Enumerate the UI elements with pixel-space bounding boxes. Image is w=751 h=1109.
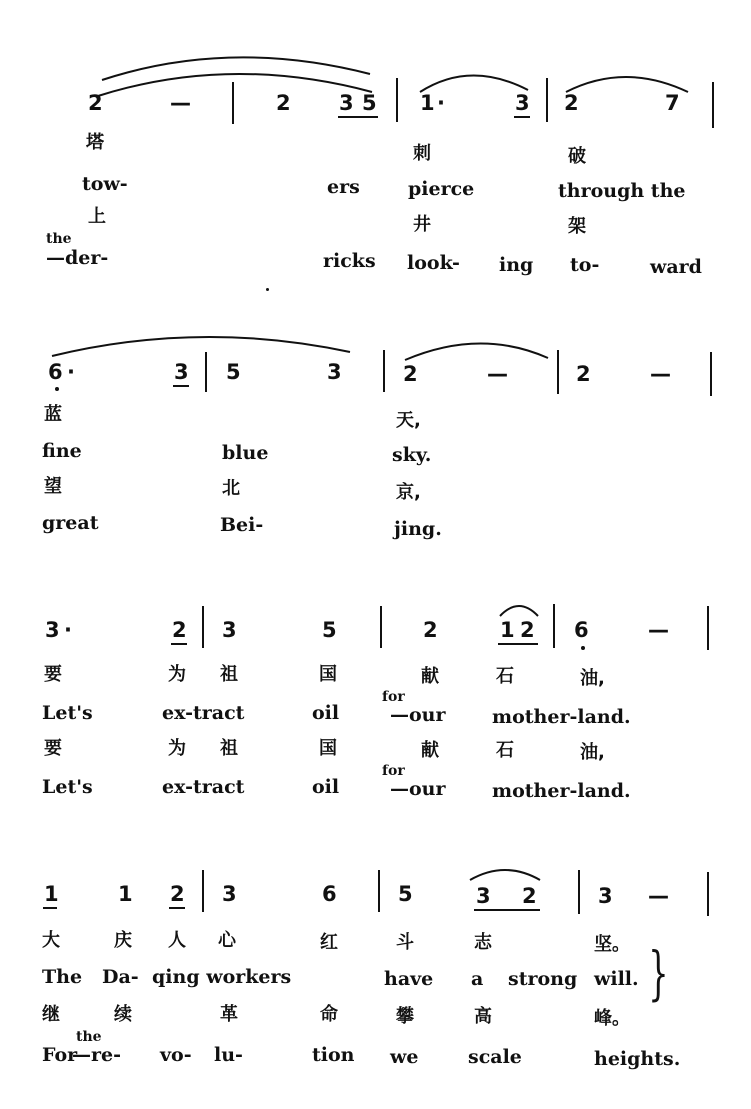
lyric-en: will. (594, 968, 639, 990)
lyric-en: —der- (46, 247, 109, 269)
lyric-cn: 高 (474, 1006, 492, 1027)
note: 2 (522, 884, 537, 908)
note: 3 (598, 884, 613, 908)
lyric-cn: 志 (474, 932, 492, 953)
lyric-en: the (46, 231, 72, 247)
lyric-en: sky. (392, 444, 432, 466)
lyric-en: heights. (594, 1048, 681, 1070)
slur (566, 77, 688, 92)
note: 1 (118, 882, 133, 906)
lyric-cn: 国 (319, 664, 337, 685)
lyric-en: oil (312, 776, 340, 798)
lyric-cn: 北 (222, 478, 240, 499)
note: 1 (44, 882, 59, 906)
lyric-en: ricks (323, 250, 376, 272)
lyric-cn: 井 (413, 214, 431, 235)
lyric-en: ward (650, 256, 702, 278)
lyric-cn: 庆 (114, 930, 132, 951)
lyric-en: scale (468, 1046, 522, 1068)
note: 2 (276, 91, 291, 115)
lyric-en: oil (312, 702, 340, 724)
underline (171, 643, 187, 645)
bar-line (205, 352, 207, 392)
note: 3 (327, 360, 342, 384)
note: 2 (88, 91, 103, 115)
lyric-cn: 献 (421, 666, 439, 687)
lyric-cn: 大 (42, 930, 60, 951)
underline (498, 643, 538, 645)
lyric-cn: 红 (320, 932, 338, 953)
lyric-en: strong (508, 968, 578, 990)
low-octave-dot (581, 646, 585, 650)
lyric-en: jing. (394, 518, 442, 540)
lyric-cn: 要 (44, 664, 62, 685)
bar-line (232, 82, 234, 124)
lyric-cn: 献 (421, 740, 439, 761)
lyric-en: pierce (408, 178, 475, 200)
dash: — (170, 91, 191, 115)
bar-line (710, 352, 712, 396)
underline (169, 907, 185, 909)
lyric-cn: 革 (220, 1004, 238, 1025)
lyric-en: ex-tract (162, 776, 245, 798)
lyric-cn: 油, (580, 668, 605, 689)
lyric-cn: 继 (42, 1004, 60, 1025)
note: 3 (45, 618, 60, 642)
lyric-cn: 斗 (396, 932, 414, 953)
bar-line (557, 350, 559, 394)
note: 2 (403, 362, 418, 386)
lyric-cn: 国 (319, 738, 337, 759)
note: 5 (226, 360, 241, 384)
note: 5 (322, 618, 337, 642)
bar-line (383, 350, 385, 392)
slur (500, 606, 538, 616)
note: 3 (515, 91, 530, 115)
bar-line (380, 606, 382, 648)
note: 2 (564, 91, 579, 115)
underline (514, 116, 530, 118)
bar-line (378, 870, 380, 912)
lyric-cn: 峰。 (594, 1008, 630, 1029)
note: 2 (170, 882, 185, 906)
lyric-en: great (42, 512, 99, 534)
dot: · (64, 618, 72, 642)
lyric-cn: 命 (320, 1004, 338, 1025)
note: 6 (322, 882, 337, 906)
note: 3 (339, 91, 354, 115)
lyric-en: have (384, 968, 434, 990)
lyric-cn: 塔 (86, 132, 104, 153)
verse-brace: } (648, 939, 669, 1007)
note: 2 (172, 618, 187, 642)
slur (470, 870, 540, 880)
lyric-en: mother-land. (492, 780, 631, 802)
note: 1 (420, 91, 435, 115)
lyric-cn: 京, (396, 482, 421, 503)
bar-line (707, 872, 709, 916)
slur (420, 75, 528, 92)
lyric-en: —our (390, 704, 446, 726)
note: 2 (520, 618, 535, 642)
slur (405, 343, 548, 360)
slur (98, 74, 372, 96)
lyric-en: qing workers (152, 966, 292, 988)
lyric-cn: 为 (168, 738, 186, 759)
lyric-en: lu- (214, 1044, 243, 1066)
underline (173, 385, 189, 387)
lyric-en: Let's (42, 776, 93, 798)
lyric-cn: 上 (88, 206, 106, 227)
lyric-en: tow- (82, 173, 128, 195)
lyric-cn: 刺 (413, 143, 431, 164)
dash: — (648, 884, 669, 908)
bar-line (202, 606, 204, 648)
lyric-en: Bei- (220, 514, 264, 536)
lyric-en: ex-tract (162, 702, 245, 724)
lyric-cn: 祖 (220, 664, 238, 685)
slur (52, 337, 350, 356)
note: 3 (222, 882, 237, 906)
bar-line (396, 78, 398, 122)
note: 3 (222, 618, 237, 642)
bar-line (712, 82, 714, 128)
underline (43, 907, 57, 909)
lyric-en: For (42, 1044, 78, 1066)
note: 5 (398, 882, 413, 906)
lyric-cn: 破 (568, 146, 586, 167)
lyric-cn: 望 (44, 476, 62, 497)
lyric-cn: 架 (568, 216, 586, 237)
lyric-cn: 心 (218, 930, 236, 951)
dot: · (437, 91, 445, 115)
note: 1 (500, 618, 515, 642)
lyric-cn: 要 (44, 738, 62, 759)
dash: — (648, 618, 669, 642)
dash: — (487, 362, 508, 386)
lyric-en: ers (327, 176, 360, 198)
lyric-en: vo- (160, 1044, 192, 1066)
lyric-en: the (76, 1029, 102, 1045)
lyric-en: Da- (102, 966, 139, 988)
underline (474, 909, 540, 911)
note: 3 (174, 360, 189, 384)
lyric-cn: 为 (168, 664, 186, 685)
lyric-cn: 攀 (396, 1006, 414, 1027)
note: 2 (423, 618, 438, 642)
lyric-cn: 石 (496, 740, 514, 761)
lyric-en: blue (222, 442, 269, 464)
underline (338, 116, 378, 118)
note: 3 (476, 884, 491, 908)
stray-dot (266, 288, 269, 291)
bar-line (553, 604, 555, 648)
slur (102, 57, 370, 80)
lyric-cn: 祖 (220, 738, 238, 759)
lyric-en: tion (312, 1044, 355, 1066)
bar-line (546, 78, 548, 122)
note: 5 (362, 91, 377, 115)
note: 7 (665, 91, 680, 115)
dash: — (650, 362, 671, 386)
lyric-cn: 坚。 (594, 934, 630, 955)
lyric-en: mother-land. (492, 706, 631, 728)
lyric-en: a (471, 968, 484, 990)
lyric-cn: 蓝 (44, 404, 62, 425)
bar-line (202, 870, 204, 912)
bar-line (707, 606, 709, 650)
lyric-en: through the (558, 180, 686, 202)
lyric-en: to- (570, 254, 600, 276)
lyric-en: —our (390, 778, 446, 800)
lyric-cn: 人 (168, 930, 186, 951)
lyric-en: fine (42, 440, 82, 462)
lyric-en: look- (407, 252, 460, 274)
lyric-en: The (42, 966, 83, 988)
dot: · (67, 360, 75, 384)
note: 6 (48, 360, 63, 384)
note: 2 (576, 362, 591, 386)
low-octave-dot (55, 387, 59, 391)
lyric-cn: 石 (496, 666, 514, 687)
note: 6 (574, 618, 589, 642)
lyric-en: we (390, 1046, 419, 1068)
lyric-cn: 续 (114, 1004, 132, 1025)
lyric-cn: 天, (396, 410, 421, 431)
lyric-en: —re- (72, 1044, 121, 1066)
lyric-en: Let's (42, 702, 93, 724)
lyric-en: for (382, 763, 405, 779)
lyric-en: ing (499, 254, 534, 276)
lyric-en: for (382, 689, 405, 705)
bar-line (578, 870, 580, 914)
lyric-cn: 油, (580, 742, 605, 763)
